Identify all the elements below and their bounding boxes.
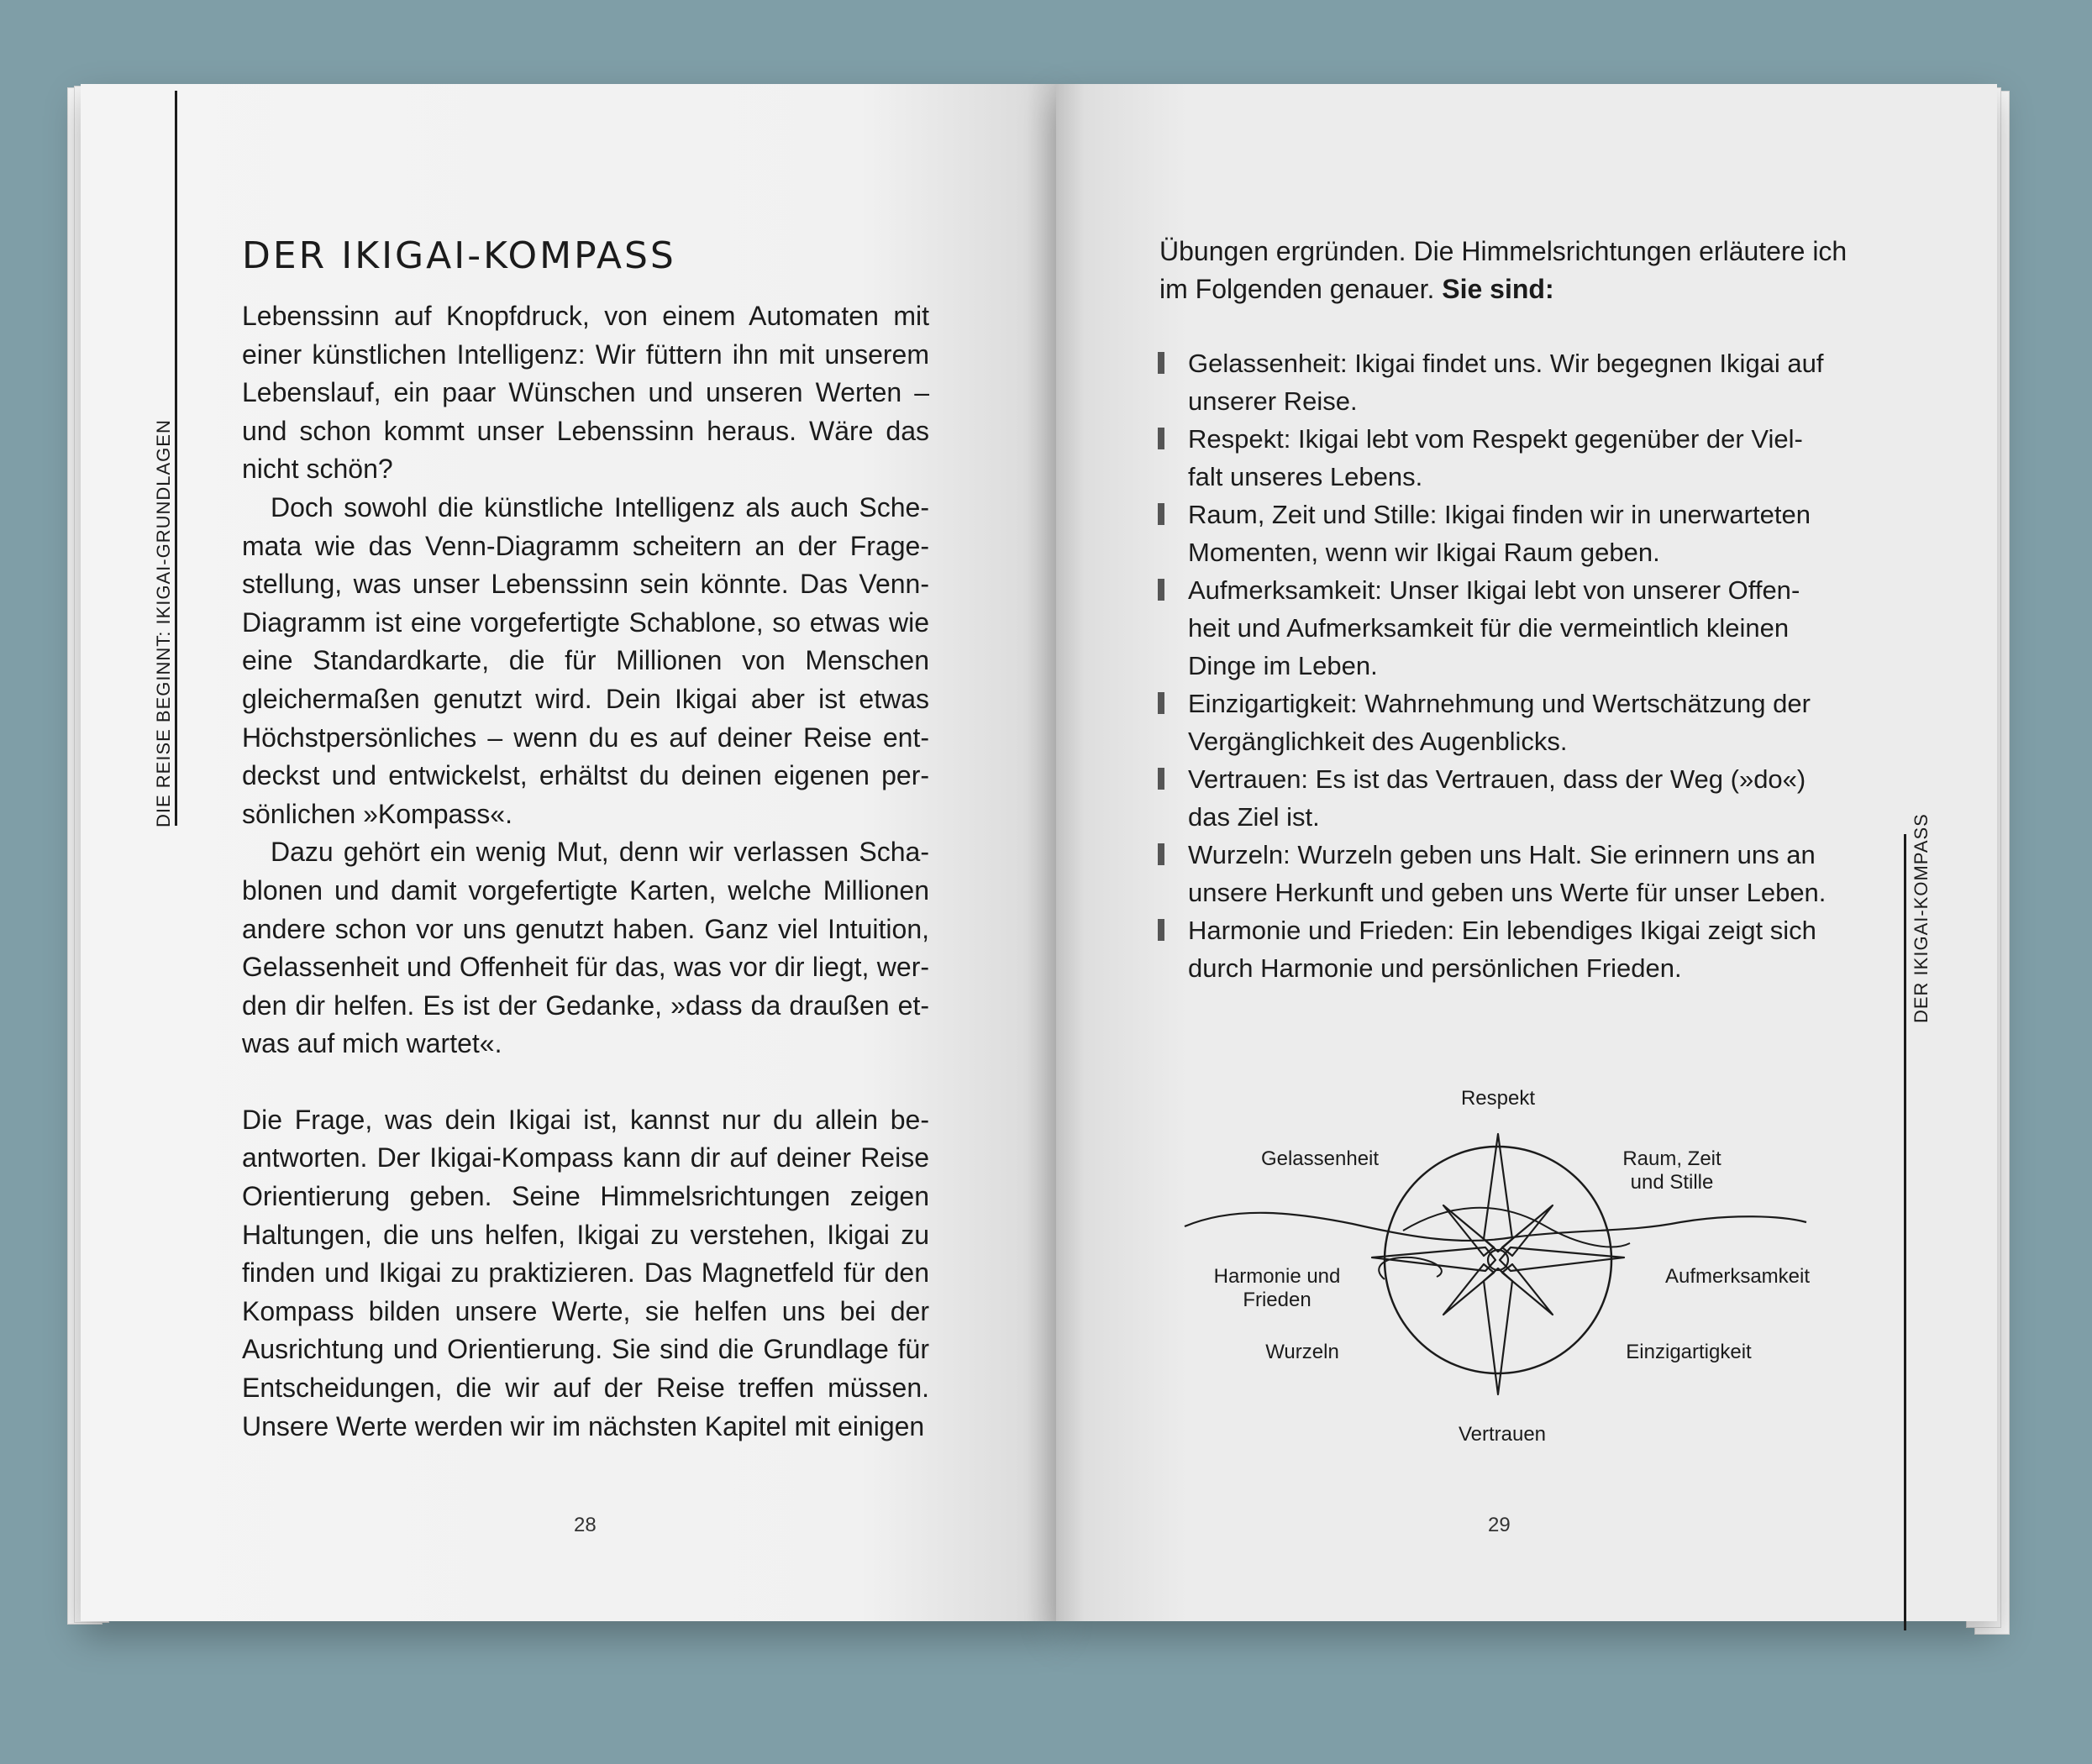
list-item-label: Einzigartigkeit: [1188,689,1358,718]
page-number-left: 28 [574,1514,597,1536]
list-item [1156,420,1828,496]
list-item-label: Aufmerksamkeit: [1188,575,1382,605]
lower-loop [1379,1257,1442,1279]
list-item-label: Wurzeln: [1188,840,1290,869]
right-intro-text [1159,233,1848,308]
bullet-icon [1158,352,1164,374]
left-body-text [242,297,929,1446]
list-item [1156,760,1828,836]
compass-label-east: Aufmerksamkeit [1664,1265,1811,1288]
list-item [1156,685,1828,760]
compass-label-northwest: Gelassenheit [1260,1147,1380,1170]
list-item-text: Ein lebendiges Ikigai zeigt sich durch Harmonie und persönlichen Frieden. [1188,916,1816,983]
bullet-icon [1158,579,1164,601]
horizon-loop [1403,1208,1630,1247]
list-item [1156,571,1828,685]
left-running-head: DIE REISE BEGINNT: IKIGAI-GRUNDLAGEN [153,419,174,827]
list-item [1156,836,1828,911]
horizon-line [1185,1213,1806,1241]
bullet-icon [1158,843,1164,865]
page-number-right: 29 [1488,1514,1511,1536]
compass-label-west-2: Frieden [1243,1289,1311,1311]
paragraph-4: Die Frage, was dein Ikigai ist, kannst nur du allein beantworten. Der Ikigai-Kompass kann dir auf deiner Reise Orientierung geben. Seine Himmelsrichtungen zeigen Haltungen, die uns helfen, Ikigai zu verstehen, Ikigai zu finden und Ikigai zu praktizieren. Das Magnetfeld für den Kompass bilden unsere Werte, sie helfen uns bei der Ausrichtung und Orientierung. Sie sind die Grundlage für Entscheidungen, die wir auf der Reise treffen müssen. Unsere Werte werden wir im nächsten Kapitel mit einigen [242,1104,929,1441]
list-item-label: Gelassenheit: [1188,349,1348,378]
intro-bold: Sie sind: [1442,274,1554,304]
bullet-icon [1158,919,1164,941]
paragraph-1: Lebenssinn auf Knopfdruck, von einem Automaten mit einer künstlichen Intelligenz: Wir füttern ihn mit unserem Lebenslauf, ein paar Wünschen und unseren Werten – und schon kommt unser Lebenssinn heraus. Wäre das nicht schön? [242,301,929,485]
compass-label-south: Vertrauen [1458,1423,1547,1446]
list-item-text: Ikigai finden wir in unerwarteten Momenten, wenn wir Ikigai Raum geben. [1188,500,1811,567]
list-item [1156,344,1828,420]
compass-label-southeast: Einzigartigkeit [1626,1341,1752,1363]
bullet-icon [1158,428,1164,449]
list-item-text: Wurzeln geben uns Halt. Sie erinnern uns an unsere Herkunft und geben uns Werte für unser Leben. [1188,840,1827,907]
compass-label-west-1: Harmonie und [1213,1265,1341,1288]
bullet-icon [1158,503,1164,525]
intro-sentence: Übungen ergründen. Die Himmelsrichtungen erläutere ich im Folgenden genauer. [1159,236,1848,304]
compass-label-southwest: Wurzeln [1265,1341,1339,1363]
list-item-label: Respekt: [1188,424,1291,454]
compass-star-icon [1372,1134,1624,1394]
compass-circle [1385,1147,1611,1373]
paragraph-2: Doch sowohl die künstliche Intelligenz als auch Schemata wie das Venn-Diagramm scheitern an der Fragestellung, was unser Lebenssinn sein könnte. Das Venn-Diagramm ist eine vorgefertigte Schablone, so etwas wie eine Standardkarte, die für Millionen von Menschen gleichermaßen genutzt wird. Dein Ikigai aber ist etwas Höchstpersönliches – wenn du es auf deiner Reise entdeckst und entwickelst, erhältst du deinen eigenen persönlichen »Kompass«. [242,491,929,829]
ikigai-compass-diagram [1159,1079,1848,1457]
list-item-text: Es ist das Vertrauen, dass der Weg (»do«) das Ziel ist. [1188,764,1806,832]
compass-label-northeast-1: Raum, Zeit [1622,1147,1721,1170]
list-item-label: Harmonie und Frieden: [1188,916,1455,945]
list-item-text: Unser Ikigai lebt von unserer Offenheit und Aufmerksamkeit für die vermeintlich kleinen Dinge im Leben. [1188,575,1800,680]
list-item-text: Ikigai findet uns. Wir begegnen Ikigai auf unserer Reise. [1188,349,1824,416]
right-margin-rule [1904,834,1906,1630]
list-item [1156,911,1828,987]
list-item-label: Raum, Zeit und Stille: [1188,500,1438,529]
chapter-title: DER IKIGAI-KOMPASS [242,234,676,278]
list-item-label: Vertrauen: [1188,764,1309,794]
list-item-text: Wahrnehmung und Wertschätzung der Vergänglichkeit des Augenblicks. [1188,689,1811,756]
bullet-icon [1158,768,1164,790]
list-item-text: Ikigai lebt vom Respekt gegenüber der Vielfalt unseres Lebens. [1188,424,1803,491]
bullet-icon [1158,692,1164,714]
paragraph-3: Dazu gehört ein wenig Mut, denn wir verlassen Schablonen und damit vorgefertigte Karten, welche Millionen andere schon vor uns genutzt haben. Ganz viel Intuition, Gelassenheit und Offenheit für das, was vor dir liegt, werden dir helfen. Es ist der Gedanke, »dass da draußen etwas auf mich wartet«. [242,837,929,1059]
compass-label-northeast-2: und Stille [1630,1171,1714,1194]
list-item [1156,496,1828,571]
left-margin-rule [175,91,177,826]
right-running-head: DER IKIGAI-KOMPASS [1911,813,1932,1023]
direction-list [1156,344,1828,987]
compass-label-north: Respekt [1460,1087,1536,1110]
